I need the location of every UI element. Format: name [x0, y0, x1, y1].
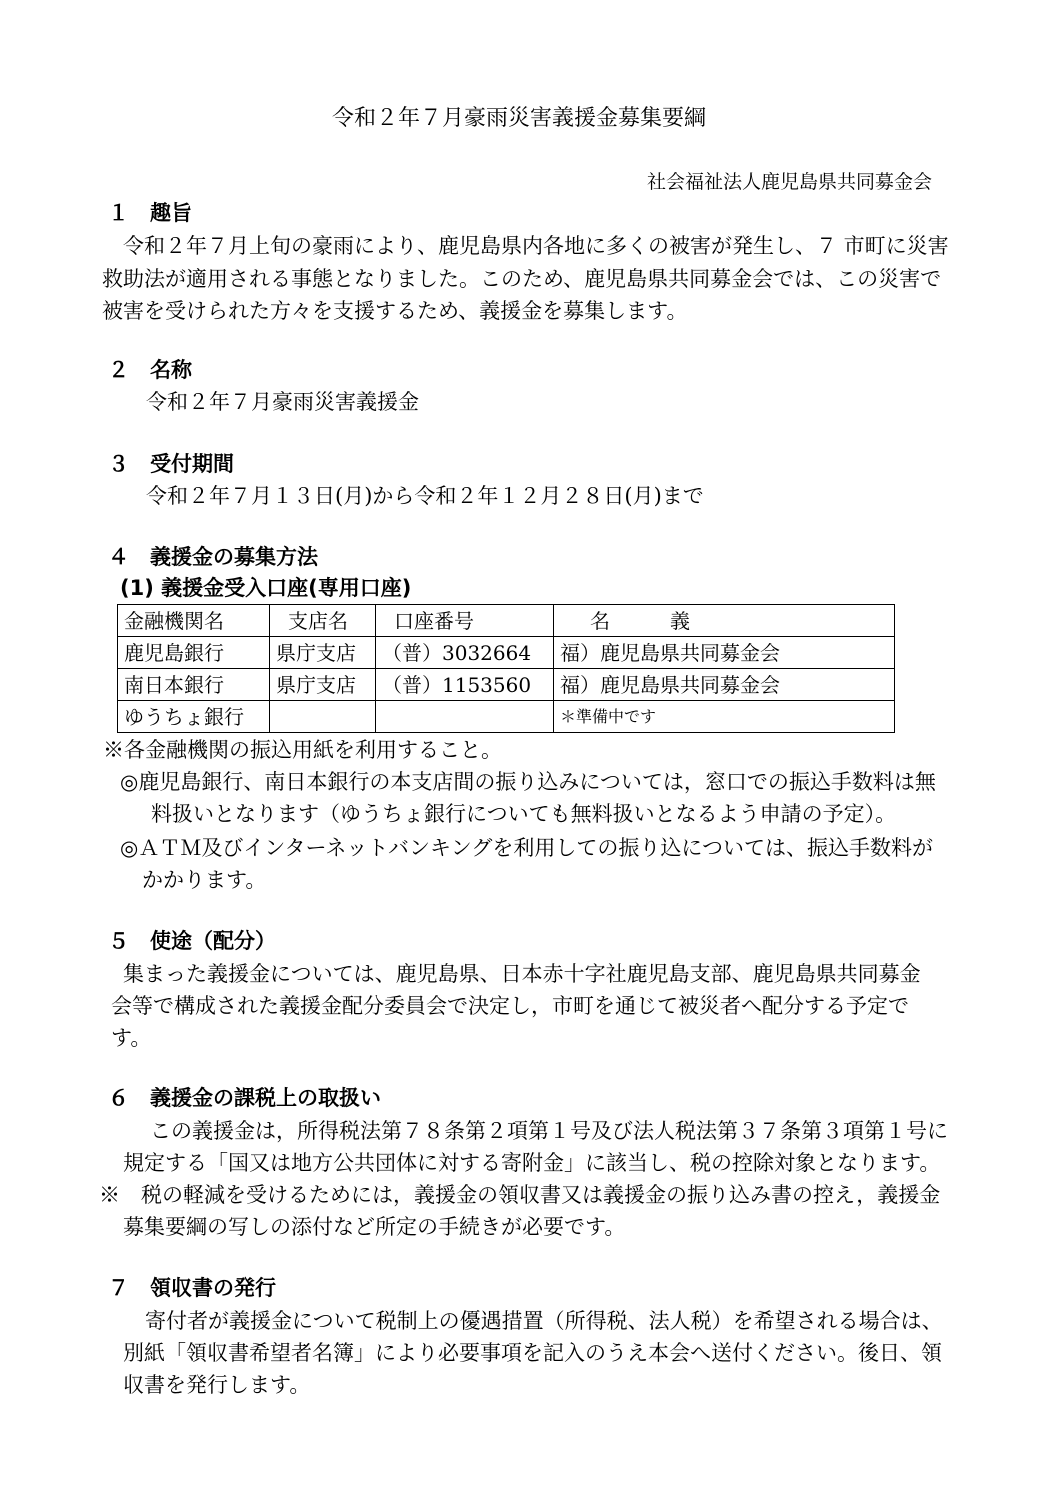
table-header-cell: 名 義	[554, 605, 895, 637]
section-2-heading: ２ 名称	[108, 358, 192, 382]
section-4-subheading: (1) 義援金受入口座(専用口座)	[120, 576, 412, 600]
table-row	[118, 669, 895, 701]
section-7-line: 別紙「領収書希望者名簿」により必要事項を記入のうえ本会へ送付ください。後日、領	[123, 1341, 942, 1365]
table-cell: 南日本銀行	[118, 669, 270, 701]
section-4-heading: ４ 義援金の募集方法	[108, 545, 318, 569]
section-1-line: 救助法が適用される事態となりました。このため、鹿児島県共同募金会では、この災害で	[102, 267, 942, 291]
section-1-line: 令和２年７月上旬の豪雨により、鹿児島県内各地に多くの被害が発生し、７ 市町に災害	[123, 234, 949, 258]
table-row	[118, 637, 895, 669]
table-cell: 福）鹿児島県共同募金会	[554, 669, 895, 701]
section-4-bullet-line: 料扱いとなります（ゆうちょ銀行についても無料扱いとなるよう申請の予定）。	[151, 802, 897, 826]
section-5-line: 集まった義援金については、鹿児島県、日本赤十字社鹿児島支部、鹿児島県共同募金	[123, 962, 921, 986]
section-5-heading: ５ 使途（配分）	[108, 929, 276, 953]
section-3-text: 令和２年７月１３日(月)から令和２年１２月２８日(月)まで	[146, 484, 704, 508]
organization-name: 社会福祉法人鹿児島県共同募金会	[647, 171, 933, 193]
section-4-bullet-line: ◎鹿児島銀行、南日本銀行の本支店間の振り込みについては，窓口での振込手数料は無	[120, 770, 936, 794]
table-header-cell: 金融機関名	[118, 605, 270, 637]
section-5-line: す。	[111, 1026, 152, 1050]
section-7-heading: ７ 領収書の発行	[108, 1276, 276, 1300]
table-header-cell: 口座番号	[376, 605, 554, 637]
table-cell: ゆうちょ銀行	[118, 701, 270, 733]
bank-account-table	[117, 604, 895, 733]
table-cell: 県庁支店	[270, 637, 376, 669]
page-title: 令和２年７月豪雨災害義援金募集要綱	[332, 106, 707, 131]
section-4-bullet-line: ◎ＡＴＭ及びインターネットバンキングを利用しての振り込については、振込手数料が	[120, 836, 933, 860]
section-6-note-line: 募集要綱の写しの添付など所定の手続きが必要です。	[123, 1215, 626, 1239]
table-cell	[270, 701, 376, 733]
section-6-line: 規定する「国又は地方公共団体に対する寄附金」に該当し、税の控除対象となります。	[123, 1151, 941, 1175]
table-cell	[376, 701, 554, 733]
table-cell: 県庁支店	[270, 669, 376, 701]
section-1-line: 被害を受けられた方々を支援するため、義援金を募集します。	[102, 299, 688, 323]
table-header-row	[118, 605, 895, 637]
section-3-heading: ３ 受付期間	[108, 452, 234, 476]
section-4-note: ※各金融機関の振込用紙を利用すること。	[103, 738, 502, 762]
section-1-heading: １ 趣旨	[108, 201, 192, 225]
section-2-text: 令和２年７月豪雨災害義援金	[146, 390, 419, 414]
table-cell: 福）鹿児島県共同募金会	[554, 637, 895, 669]
section-5-line: 会等で構成された義援金配分委員会で決定し，市町を通じて被災者へ配分する予定で	[111, 994, 909, 1018]
table-cell: ＊準備中です	[554, 701, 895, 733]
section-6-line: この義援金は，所得税法第７８条第２項第１号及び法人税法第３７条第３項第１号に	[150, 1119, 948, 1143]
table-cell: 鹿児島銀行	[118, 637, 270, 669]
section-6-note-line: ※ 税の軽減を受けるためには，義援金の領収書又は義援金の振り込み書の控え，義援金	[99, 1183, 941, 1207]
section-4-bullet-line: かかります。	[142, 868, 267, 892]
section-6-heading: ６ 義援金の課税上の取扱い	[108, 1086, 381, 1110]
table-cell: （普）3032664	[376, 637, 554, 669]
table-header-cell: 支店名	[270, 605, 376, 637]
table-row	[118, 701, 895, 733]
table-cell: （普）1153560	[376, 669, 554, 701]
section-7-line: 寄付者が義援金について税制上の優遇措置（所得税、法人税）を希望される場合は、	[145, 1309, 943, 1333]
section-7-line: 収書を発行します。	[123, 1373, 311, 1397]
